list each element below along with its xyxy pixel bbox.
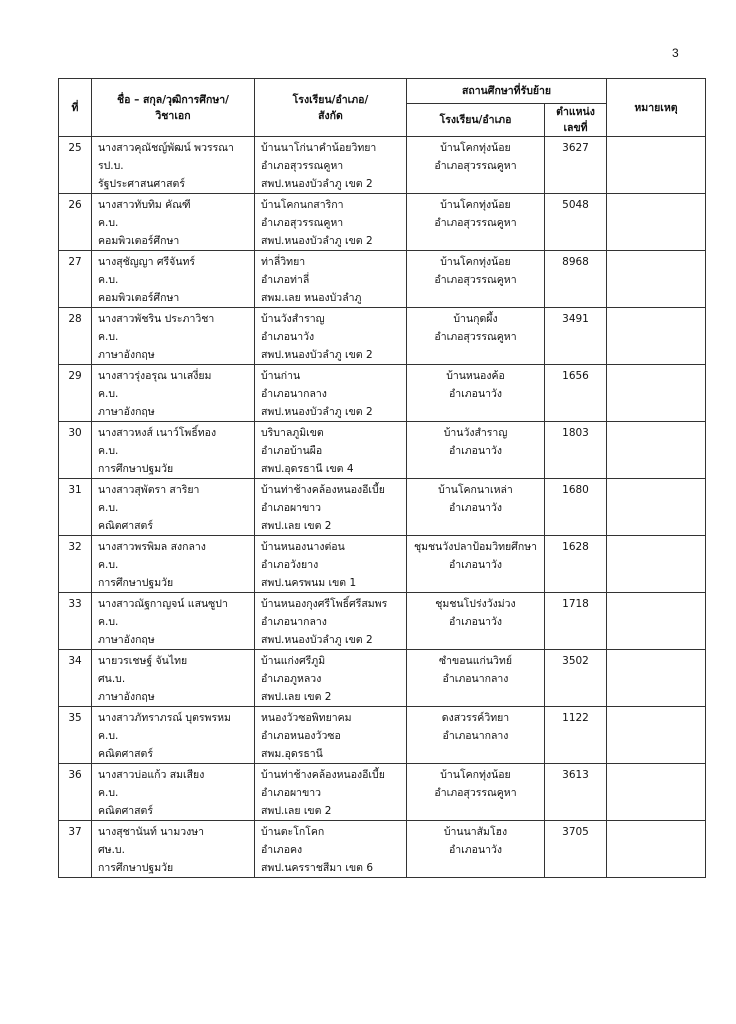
position-number: 1628 [545,536,607,593]
table-row [59,821,706,878]
current-school-line: อำเภอสุวรรณคูหา [261,217,344,229]
header-position [545,104,607,137]
current-school-line: บ้านหนองนางต่อน [261,541,345,553]
current-school-line: สพป.นครราชสีมา เขต 6 [261,862,374,874]
position-number: 3613 [545,764,607,821]
table-row [59,194,706,251]
teacher-name-line: ภาษาอังกฤษ [98,691,155,703]
teacher-name-line: คณิตศาสตร์ [98,748,154,760]
destination-school-line: บ้านกุดผึ้ง [453,313,498,325]
remark-cell [607,422,706,479]
remark-cell [607,251,706,308]
teacher-name-cell [92,365,255,422]
teacher-name-line: ศน.บ. [98,673,126,685]
table-row [59,593,706,650]
transfer-table [58,78,706,878]
current-school-line: สพป.เลย เขต 2 [261,691,332,703]
remark-cell [607,821,706,878]
page-number: 3 [672,46,679,60]
header-school-line: โรงเรียน/อำเภอ/ [292,93,369,106]
header-destination-group: สถานศึกษาที่รับย้าย [407,79,607,104]
teacher-name-line: นางสาวหงส์ เนาว์โพธิ์ทอง [98,427,217,439]
remark-cell [607,536,706,593]
header-no: ที่ [59,79,92,137]
teacher-name-line: นางสุชัญญา ศรีจันทร์ [98,256,196,268]
header-name-line: ชื่อ – สกุล/วุฒิการศึกษา/ [117,93,229,106]
remark-cell [607,194,706,251]
teacher-name-line: นางสาวพัชริน ประภาวิชา [98,313,215,325]
teacher-name-line: นางสาวณัฐกาญจน์ แสนซูปา [98,598,228,610]
position-number: 8968 [545,251,607,308]
row-number: 34 [59,650,92,707]
destination-school-line: บ้านโคกทุ่งน้อย [440,769,511,781]
teacher-name-line: นางสุชานันท์ นามวงษา [98,826,205,838]
current-school-line: อำเภอท่าลี่ [261,274,310,286]
teacher-name-line: ภาษาอังกฤษ [98,406,155,418]
row-number: 25 [59,137,92,194]
table-row [59,251,706,308]
remark-cell [607,308,706,365]
current-school-line: บ้านก่าน [261,370,301,382]
teacher-name-line: การศึกษาปฐมวัย [98,463,174,475]
row-number: 33 [59,593,92,650]
header-school [255,79,407,137]
current-school-line: อำเภอผาขาว [261,502,322,514]
position-number: 1656 [545,365,607,422]
teacher-name-cell [92,650,255,707]
current-school-line: อำเภอนาวัง [261,331,315,343]
destination-school-line: ชุมชนโปร่งวังม่วง [435,598,516,610]
table-row [59,707,706,764]
destination-school-line: ดงสวรรค์วิทยา [441,712,510,724]
table-row [59,422,706,479]
teacher-name-line: ค.บ. [98,559,119,571]
destination-school-line: บ้านโคกทุ่งน้อย [440,256,511,268]
current-school-cell [255,479,407,536]
teacher-name-line: นางสาวภัทราภรณ์ บุตรพรหม [98,712,231,724]
teacher-name-line: คอมพิวเตอร์ศึกษา [98,235,180,247]
teacher-name-cell [92,821,255,878]
current-school-cell [255,137,407,194]
current-school-line: อำเภอหนองวัวซอ [261,730,341,742]
current-school-line: บ้านนาโก่นาคำน้อยวิทยา [261,142,377,154]
position-number: 1122 [545,707,607,764]
teacher-name-cell [92,308,255,365]
current-school-cell [255,194,407,251]
current-school-line: สพม.อุดรธานี [261,748,323,760]
destination-school-cell [407,707,545,764]
remark-cell [607,593,706,650]
table-body [59,137,706,878]
table-row [59,536,706,593]
current-school-line: บริบาลภูมิเขต [261,427,324,439]
current-school-line: บ้านวังสำราญ [261,313,325,325]
teacher-name-line: ค.บ. [98,388,119,400]
destination-school-cell [407,251,545,308]
current-school-line: สพป.เลย เขต 2 [261,520,332,532]
teacher-name-line: ค.บ. [98,502,119,514]
destination-school-line: อำเภอสุวรรณคูหา [434,160,517,172]
destination-school-cell [407,422,545,479]
remark-cell [607,764,706,821]
remark-cell [607,650,706,707]
current-school-line: สพป.หนองบัวลำภู เขต 2 [261,634,373,646]
table-row [59,365,706,422]
teacher-name-line: นางสาวรุ่งอรุณ นาเสงี่ยม [98,370,212,382]
current-school-line: สพป.หนองบัวลำภู เขต 2 [261,235,373,247]
teacher-name-line: นางสาวสุพัตรา สาริยา [98,484,200,496]
teacher-name-line: นางสาวคุณัชญ์พัฒน์ พวรรณา [98,142,234,154]
row-number: 27 [59,251,92,308]
teacher-name-line: ค.บ. [98,274,119,286]
position-number: 5048 [545,194,607,251]
current-school-line: สพป.เลย เขต 2 [261,805,332,817]
current-school-line: บ้านท่าช้างคล้องหนองอีเบี้ย [261,769,385,781]
current-school-line: อำเภอวังยาง [261,559,319,571]
teacher-name-cell [92,707,255,764]
current-school-cell [255,593,407,650]
teacher-name-cell [92,251,255,308]
destination-school-cell [407,650,545,707]
teacher-name-cell [92,764,255,821]
current-school-line: อำเภอผาขาว [261,787,322,799]
row-number: 35 [59,707,92,764]
teacher-name-line: ค.บ. [98,331,119,343]
remark-cell [607,707,706,764]
header-position-line: เลขที่ [563,122,588,134]
current-school-line: อำเภอบ้านผือ [261,445,323,457]
destination-school-cell [407,365,545,422]
teacher-name-line: นางสาวพรพิมล สงกลาง [98,541,206,553]
destination-school-cell [407,593,545,650]
teacher-name-line: นางสาวทับทิม คัณฑี [98,199,191,211]
current-school-line: อำเภอภูหลวง [261,673,322,685]
row-number: 32 [59,536,92,593]
position-number: 3705 [545,821,607,878]
destination-school-line: บ้านหนองค้อ [446,370,505,382]
current-school-line: สพป.นครพนม เขต 1 [261,577,357,589]
destination-school-cell [407,764,545,821]
teacher-name-line: รป.บ. [98,160,124,172]
row-number: 28 [59,308,92,365]
position-number: 1718 [545,593,607,650]
teacher-name-line: คณิตศาสตร์ [98,805,154,817]
current-school-line: บ้านท่าช้างคล้องหนองอีเบี้ย [261,484,385,496]
current-school-line: อำเภอนากลาง [261,388,327,400]
teacher-name-cell [92,194,255,251]
current-school-cell [255,251,407,308]
destination-school-cell [407,137,545,194]
teacher-name-line: ค.บ. [98,217,119,229]
destination-school-cell [407,479,545,536]
teacher-name-line: ค.บ. [98,616,119,628]
destination-school-line: อำเภอสุวรรณคูหา [434,274,517,286]
destination-school-line: อำเภอสุวรรณคูหา [434,331,517,343]
destination-school-line: บ้านโคกนาเหล่า [438,484,513,496]
teacher-name-line: ค.บ. [98,787,119,799]
teacher-name-cell [92,536,255,593]
destination-school-cell [407,308,545,365]
current-school-cell [255,764,407,821]
teacher-name-line: การศึกษาปฐมวัย [98,862,174,874]
current-school-cell [255,308,407,365]
teacher-name-line: นายวรเชษฐ์ จันไทย [98,655,188,667]
row-number: 37 [59,821,92,878]
position-number: 1803 [545,422,607,479]
teacher-name-line: ศษ.บ. [98,844,125,856]
current-school-cell [255,821,407,878]
current-school-line: อำเภอสุวรรณคูหา [261,160,344,172]
position-number: 3627 [545,137,607,194]
teacher-name-line: ค.บ. [98,445,119,457]
current-school-line: อำเภอคง [261,844,303,856]
current-school-cell [255,650,407,707]
current-school-line: หนองวัวซอพิทยาคม [261,712,352,724]
current-school-cell [255,365,407,422]
row-number: 36 [59,764,92,821]
header-remarks: หมายเหตุ [607,79,706,137]
teacher-name-line: คณิตศาสตร์ [98,520,154,532]
destination-school-line: อำเภอนากลาง [442,673,509,685]
teacher-name-line: นางสาวบ่อแก้ว สมเสียง [98,769,205,781]
current-school-line: บ้านโคกนกสาริกา [261,199,344,211]
current-school-cell [255,536,407,593]
destination-school-line: บ้านโคกทุ่งน้อย [440,142,511,154]
destination-school-line: อำเภอนากลาง [442,730,509,742]
header-school-line: สังกัด [318,109,343,122]
current-school-cell [255,422,407,479]
current-school-line: บ้านหนองกุงศรีโพธิ์ศรีสมพร [261,598,388,610]
destination-school-line: อำเภอนาวัง [448,388,503,400]
teacher-name-line: การศึกษาปฐมวัย [98,577,174,589]
current-school-line: บ้านแก่งศรีภูมิ [261,655,326,667]
teacher-name-cell [92,422,255,479]
teacher-name-line: คอมพิวเตอร์ศึกษา [98,292,180,304]
table-row [59,137,706,194]
current-school-line: ท่าลี่วิทยา [261,256,306,268]
destination-school-line: อำเภอสุวรรณคูหา [434,787,517,799]
current-school-line: สพป.หนองบัวลำภู เขต 2 [261,349,373,361]
teacher-name-line: ค.บ. [98,730,119,742]
current-school-line: สพป.หนองบัวลำภู เขต 2 [261,406,373,418]
destination-school-line: บ้านโคกทุ่งน้อย [440,199,511,211]
destination-school-line: อำเภอนาวัง [448,502,503,514]
table-row [59,764,706,821]
current-school-line: สพม.เลย หนองบัวลำภู [261,292,362,304]
teacher-name-line: รัฐประศาสนศาสตร์ [98,178,185,190]
teacher-name-line: ภาษาอังกฤษ [98,349,155,361]
header-name [92,79,255,137]
destination-school-cell [407,194,545,251]
table-row [59,308,706,365]
header-name-line: วิชาเอก [155,109,191,122]
remark-cell [607,137,706,194]
position-number: 3491 [545,308,607,365]
current-school-line: สพป.หนองบัวลำภู เขต 2 [261,178,373,190]
destination-school-line: อำเภอนาวัง [448,844,503,856]
table-row [59,479,706,536]
destination-school-line: ชุมชนวังปลาป้อมวิทยศึกษา [413,541,538,553]
teacher-name-line: ภาษาอังกฤษ [98,634,155,646]
position-number: 3502 [545,650,607,707]
table-row [59,650,706,707]
row-number: 29 [59,365,92,422]
position-number: 1680 [545,479,607,536]
teacher-name-cell [92,593,255,650]
destination-school-line: อำเภอนาวัง [448,445,503,457]
remark-cell [607,365,706,422]
destination-school-line: บ้านวังสำราญ [443,427,508,439]
current-school-line: สพป.อุดรธานี เขต 4 [261,463,354,475]
teacher-name-cell [92,137,255,194]
row-number: 30 [59,422,92,479]
row-number: 26 [59,194,92,251]
destination-school-cell [407,821,545,878]
remark-cell [607,479,706,536]
header-position-line: ตำแหน่ง [556,106,595,118]
destination-school-line: บ้านนาสัมโฮง [443,826,508,838]
destination-school-line: อำเภอสุวรรณคูหา [434,217,517,229]
current-school-cell [255,707,407,764]
row-number: 31 [59,479,92,536]
destination-school-line: ซำขอนแก่นวิทย์ [439,655,512,667]
destination-school-cell [407,536,545,593]
teacher-name-cell [92,479,255,536]
destination-school-line: อำเภอนาวัง [448,559,503,571]
header-destination-school: โรงเรียน/อำเภอ [407,104,545,137]
destination-school-line: อำเภอนาวัง [448,616,503,628]
current-school-line: อำเภอนากลาง [261,616,327,628]
current-school-line: บ้านตะโกโคก [261,826,325,838]
